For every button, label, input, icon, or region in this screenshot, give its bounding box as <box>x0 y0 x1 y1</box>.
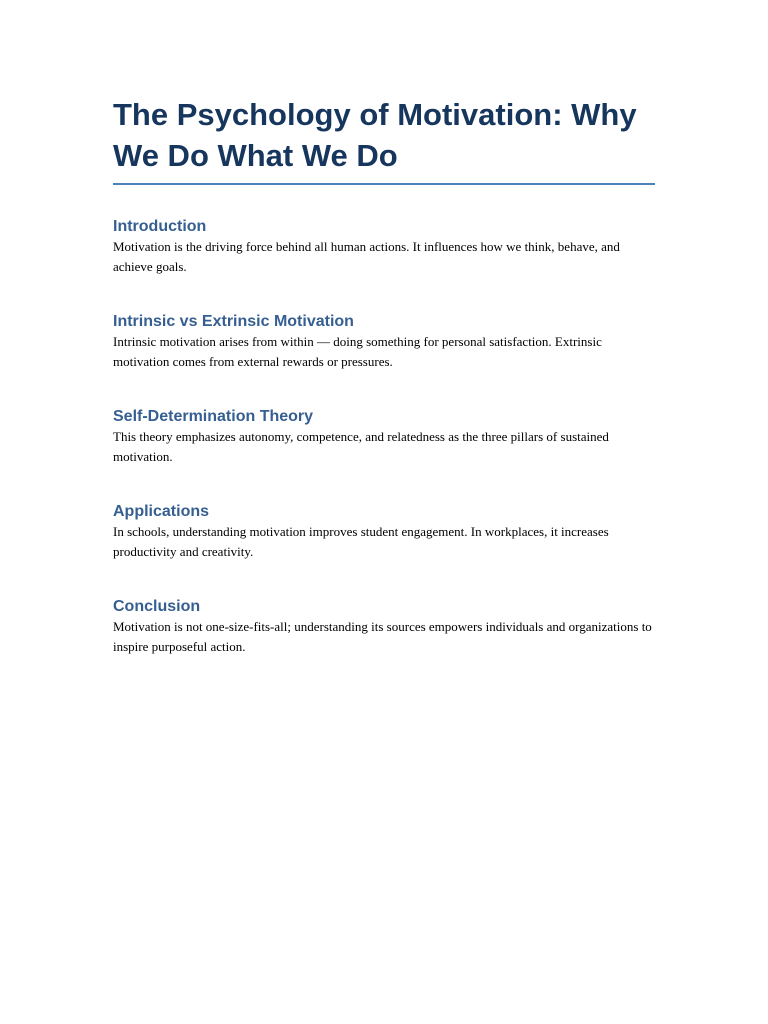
section-body: Motivation is the driving force behind all human actions. It influences how we think, behave, and achieve goals. <box>113 239 620 274</box>
document-title: The Psychology of Motivation: Why We Do What We Do <box>113 94 655 185</box>
section-applications <box>113 502 655 562</box>
document-page <box>113 94 655 657</box>
section-intrinsic-extrinsic <box>113 312 655 372</box>
section-heading: Applications <box>113 503 210 520</box>
section-body: In schools, understanding motivation improves student engagement. In workplaces, it increases productivity and creativity. <box>113 524 609 559</box>
section-self-determination-theory <box>113 407 655 467</box>
section-heading: Introduction <box>113 218 207 235</box>
section-conclusion <box>113 597 655 657</box>
section-body: This theory emphasizes autonomy, competence, and relatedness as the three pillars of sustained motivation. <box>113 429 609 464</box>
section-body: Intrinsic motivation arises from within — doing something for personal satisfaction. Extrinsic motivation comes from external rewards or pressures. <box>113 334 602 369</box>
section-introduction <box>113 217 655 277</box>
section-body: Motivation is not one-size-fits-all; understanding its sources empowers individuals and organizations to inspire purposeful action. <box>113 619 652 654</box>
section-heading: Intrinsic vs Extrinsic Motivation <box>113 313 354 330</box>
section-heading: Conclusion <box>113 598 201 615</box>
section-heading: Self-Determination Theory <box>113 408 314 425</box>
